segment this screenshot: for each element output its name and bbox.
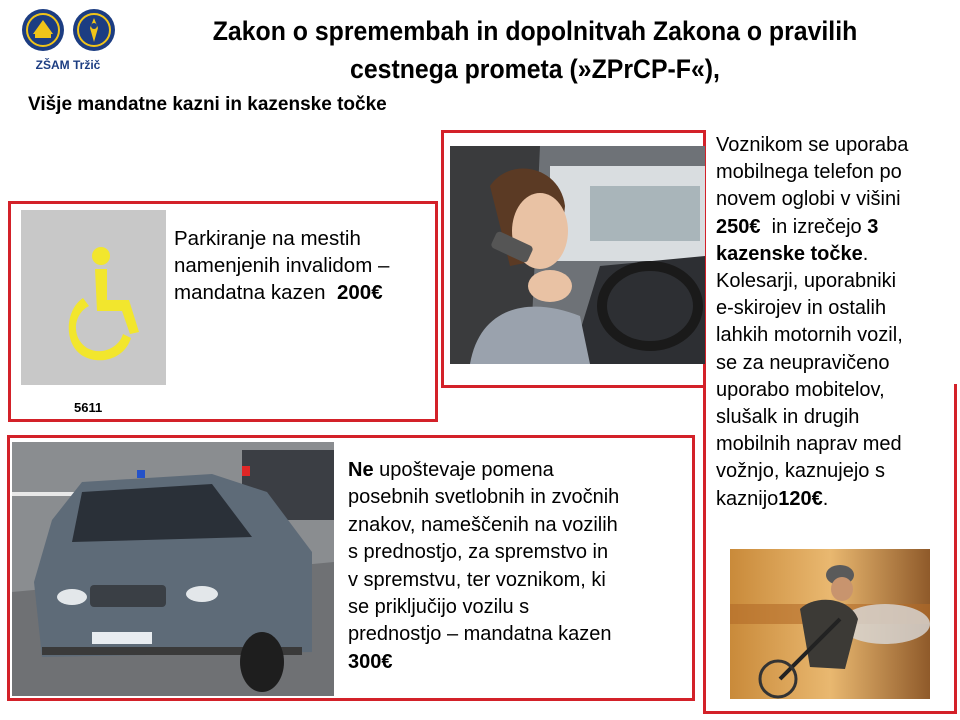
parking-box (8, 201, 438, 422)
title-line-1: Zakon o spremembah in dopolnitvah Zakona o pravilih (212, 16, 858, 46)
title-line-2: cestnega prometa (»ZPrCP-F«), (350, 54, 720, 84)
subtitle: Višje mandatne kazni in kazenske točke (28, 94, 387, 115)
logo-left (21, 8, 65, 52)
emergency-text: Ne upoštevaje pomena posebnih svetlobnih in zvočnih znakov, nameščenih na vozilih s prednostjo, za spremstvo in v spremstvu, ter voznikom, ki se priključijo vozilu s prednostjo – mandatna kazen 300€ (348, 459, 620, 673)
sign-number: 5611 (74, 400, 103, 415)
page-title (199, 12, 871, 88)
penalty-points: kazenske točke (716, 242, 863, 265)
parking-fine: 200€ (336, 281, 383, 304)
emphasis-ne: Ne (348, 459, 374, 481)
disabled-parking-sign (21, 210, 166, 385)
phone-fine: 250€ (716, 215, 761, 238)
cyclist-photo (730, 549, 930, 699)
police-car-photo (12, 442, 334, 696)
parking-text: Parkiranje na mestih namenjenih invalidom – mandatna kazen 200€ (174, 227, 390, 304)
cyclist-fine: 120€ (778, 487, 823, 510)
emergency-box (7, 435, 695, 701)
emergency-fine: 300€ (348, 650, 393, 673)
phone-text: Voznikom se uporaba mobilnega telefon po novem oglobi v višini 250€ in izrečejo 3 kazenske točke. Kolesarji, uporabniki e-skirojev in ostalih lahkih motornih vozil, se za neupravičeno uporabo mobitelov, slušalk in drugih mobilnih naprav med vožnjo, kaznujejo s kaznijo120€. (716, 134, 909, 510)
logo-caption: ZŠAM Tržič (35, 58, 101, 72)
driver-phone-photo (450, 146, 705, 364)
logo-right (72, 8, 116, 52)
